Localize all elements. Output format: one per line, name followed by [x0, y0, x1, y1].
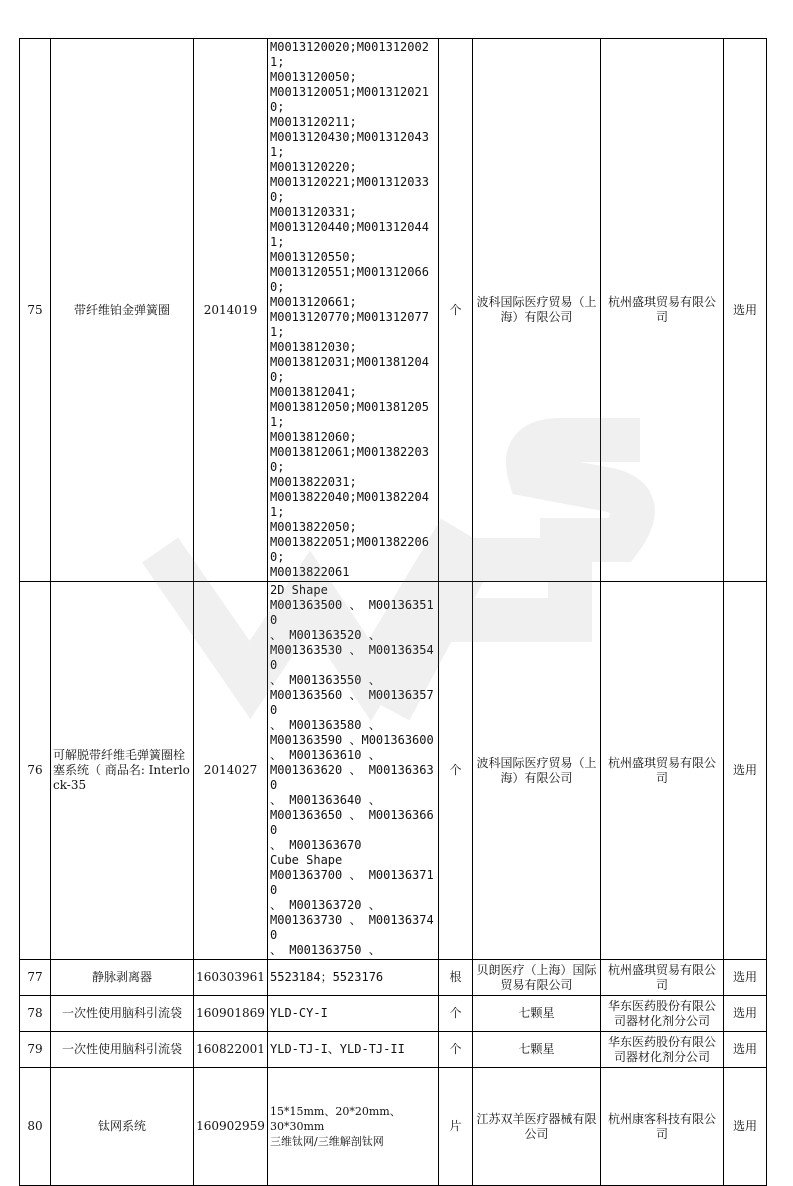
- spec-line: M0013812050;M0013812051;: [270, 400, 429, 429]
- spec-line: M0013120331;: [270, 205, 357, 219]
- spec-line: 、 M001363520 、: [270, 628, 381, 642]
- spec-line: M0013120430;M0013120431;: [270, 130, 429, 159]
- unit-cell: 个: [439, 39, 473, 582]
- spec-line: M0013812031;M0013812040;: [270, 355, 429, 384]
- supplier-cell: 杭州康客科技有限公司: [601, 1068, 724, 1186]
- product-name: 一次性使用脑科引流袋: [51, 1032, 194, 1068]
- manufacturer-cell: 七颗星: [473, 1032, 601, 1068]
- manufacturer-cell: 江苏双羊医疗器械有限公司: [473, 1068, 601, 1186]
- spec-line: M0013120661;: [270, 295, 357, 309]
- spec-line: M001363500 、 M001363510: [270, 598, 434, 627]
- spec-line: M001363730 、 M001363740: [270, 913, 434, 942]
- spec-line: Cube Shape: [270, 853, 343, 867]
- product-code: 160901869: [194, 996, 268, 1032]
- unit-cell: 个: [439, 996, 473, 1032]
- spec-line: M0013120220;: [270, 160, 357, 174]
- spec-line: 、 M001363640 、: [270, 793, 381, 807]
- spec-line: M0013120770;M0013120771;: [270, 310, 429, 339]
- row-number: 75: [20, 39, 51, 582]
- unit-cell: 个: [439, 582, 473, 960]
- product-table: [19, 38, 767, 1186]
- row-number: 76: [20, 582, 51, 960]
- status-cell: 选用: [724, 1068, 767, 1186]
- spec-line: M0013120211;: [270, 115, 357, 129]
- manufacturer-cell: 波科国际医疗贸易（上海）有限公司: [473, 582, 601, 960]
- product-code: 160822001: [194, 1032, 268, 1068]
- status-cell: 选用: [724, 960, 767, 996]
- spec-line: M0013822040;M0013822041;: [270, 490, 429, 519]
- table-body: [20, 39, 767, 1186]
- spec-line: M0013822050;: [270, 520, 357, 534]
- spec-line: 三维钛网/三维解剖钛网: [270, 1135, 384, 1148]
- spec-cell: [268, 39, 439, 582]
- spec-line: 2D Shape: [270, 583, 328, 597]
- manufacturer-cell: 波科国际医疗贸易（上海）有限公司: [473, 39, 601, 582]
- spec-line: M0013822061: [270, 565, 350, 579]
- row-number: 78: [20, 996, 51, 1032]
- spec-line: M0013822051;M0013822060;: [270, 535, 429, 564]
- supplier-cell: 杭州盛琪贸易有限公司: [601, 39, 724, 582]
- spec-line: M001363590 、M001363600: [270, 733, 434, 747]
- spec-line: M0013120550;: [270, 250, 357, 264]
- spec-line: 、 M001363550 、: [270, 673, 381, 687]
- table-row: [20, 582, 767, 960]
- spec-line: 30*30mm: [270, 1120, 325, 1133]
- spec-line: M0013812060;: [270, 430, 357, 444]
- spec-cell: [268, 960, 439, 996]
- table-row: [20, 996, 767, 1032]
- product-name: 钛网系统: [51, 1068, 194, 1186]
- spec-line: 15*15mm、20*20mm、: [270, 1105, 401, 1118]
- spec-line: M0013120020;M0013120021;: [270, 40, 429, 69]
- status-cell: 选用: [724, 39, 767, 582]
- row-number: 80: [20, 1068, 51, 1186]
- spec-line: M0013812030;: [270, 340, 357, 354]
- spec-cell: [268, 1068, 439, 1186]
- spec-cell: [268, 996, 439, 1032]
- product-name: 带纤维铂金弹簧圈: [51, 39, 194, 582]
- product-code: 2014027: [194, 582, 268, 960]
- spec-cell: [268, 1032, 439, 1068]
- spec-cell: [268, 582, 439, 960]
- spec-line: 、 M001363610 、: [270, 748, 381, 762]
- spec-line: M0013120551;M0013120660;: [270, 265, 429, 294]
- status-cell: 选用: [724, 1032, 767, 1068]
- product-code: 160303961: [194, 960, 268, 996]
- manufacturer-cell: 七颗星: [473, 996, 601, 1032]
- supplier-cell: 华东医药股份有限公司器材化剂分公司: [601, 996, 724, 1032]
- spec-line: 、 M001363580 、: [270, 718, 381, 732]
- table-row: [20, 1068, 767, 1186]
- unit-cell: 根: [439, 960, 473, 996]
- spec-line: M0013120051;M0013120210;: [270, 85, 429, 114]
- table-row: [20, 39, 767, 582]
- supplier-cell: 华东医药股份有限公司器材化剂分公司: [601, 1032, 724, 1068]
- product-name: 一次性使用脑科引流袋: [51, 996, 194, 1032]
- supplier-cell: 杭州盛琪贸易有限公司: [601, 582, 724, 960]
- spec-line: 、 M001363670: [270, 838, 362, 852]
- spec-line: M0013120221;M0013120330;: [270, 175, 429, 204]
- spec-line: M0013120440;M0013120441;: [270, 220, 429, 249]
- spec-line: M001363650 、 M001363660: [270, 808, 434, 837]
- unit-cell: 片: [439, 1068, 473, 1186]
- spec-line: M0013812041;: [270, 385, 357, 399]
- spec-line: YLD-TJ-I、YLD-TJ-II: [270, 1042, 405, 1056]
- status-cell: 选用: [724, 996, 767, 1032]
- row-number: 79: [20, 1032, 51, 1068]
- product-code: 160902959: [194, 1068, 268, 1186]
- manufacturer-cell: 贝朗医疗（上海）国际贸易有限公司: [473, 960, 601, 996]
- spec-line: M001363560 、 M001363570: [270, 688, 434, 717]
- product-name: 静脉剥离器: [51, 960, 194, 996]
- spec-line: 、 M001363720 、: [270, 898, 381, 912]
- table-row: [20, 960, 767, 996]
- table-row: [20, 1032, 767, 1068]
- spec-line: M001363620 、 M001363630: [270, 763, 434, 792]
- product-name: 可解脱带纤维毛弹簧圈栓塞系统（ 商品名: Interlock-35: [51, 582, 194, 960]
- supplier-cell: 杭州盛琪贸易有限公司: [601, 960, 724, 996]
- spec-line: M001363530 、 M001363540: [270, 643, 434, 672]
- product-code: 2014019: [194, 39, 268, 582]
- status-cell: 选用: [724, 582, 767, 960]
- spec-line: M001363700 、 M001363710: [270, 868, 434, 897]
- spec-line: M0013812061;M0013822030;: [270, 445, 429, 474]
- spec-line: YLD-CY-I: [270, 1006, 328, 1020]
- spec-line: M0013822031;: [270, 475, 357, 489]
- row-number: 77: [20, 960, 51, 996]
- spec-line: 、 M001363750 、: [270, 943, 381, 957]
- spec-line: M0013120050;: [270, 70, 357, 84]
- unit-cell: 个: [439, 1032, 473, 1068]
- spec-line: 5523184；5523176: [270, 970, 384, 984]
